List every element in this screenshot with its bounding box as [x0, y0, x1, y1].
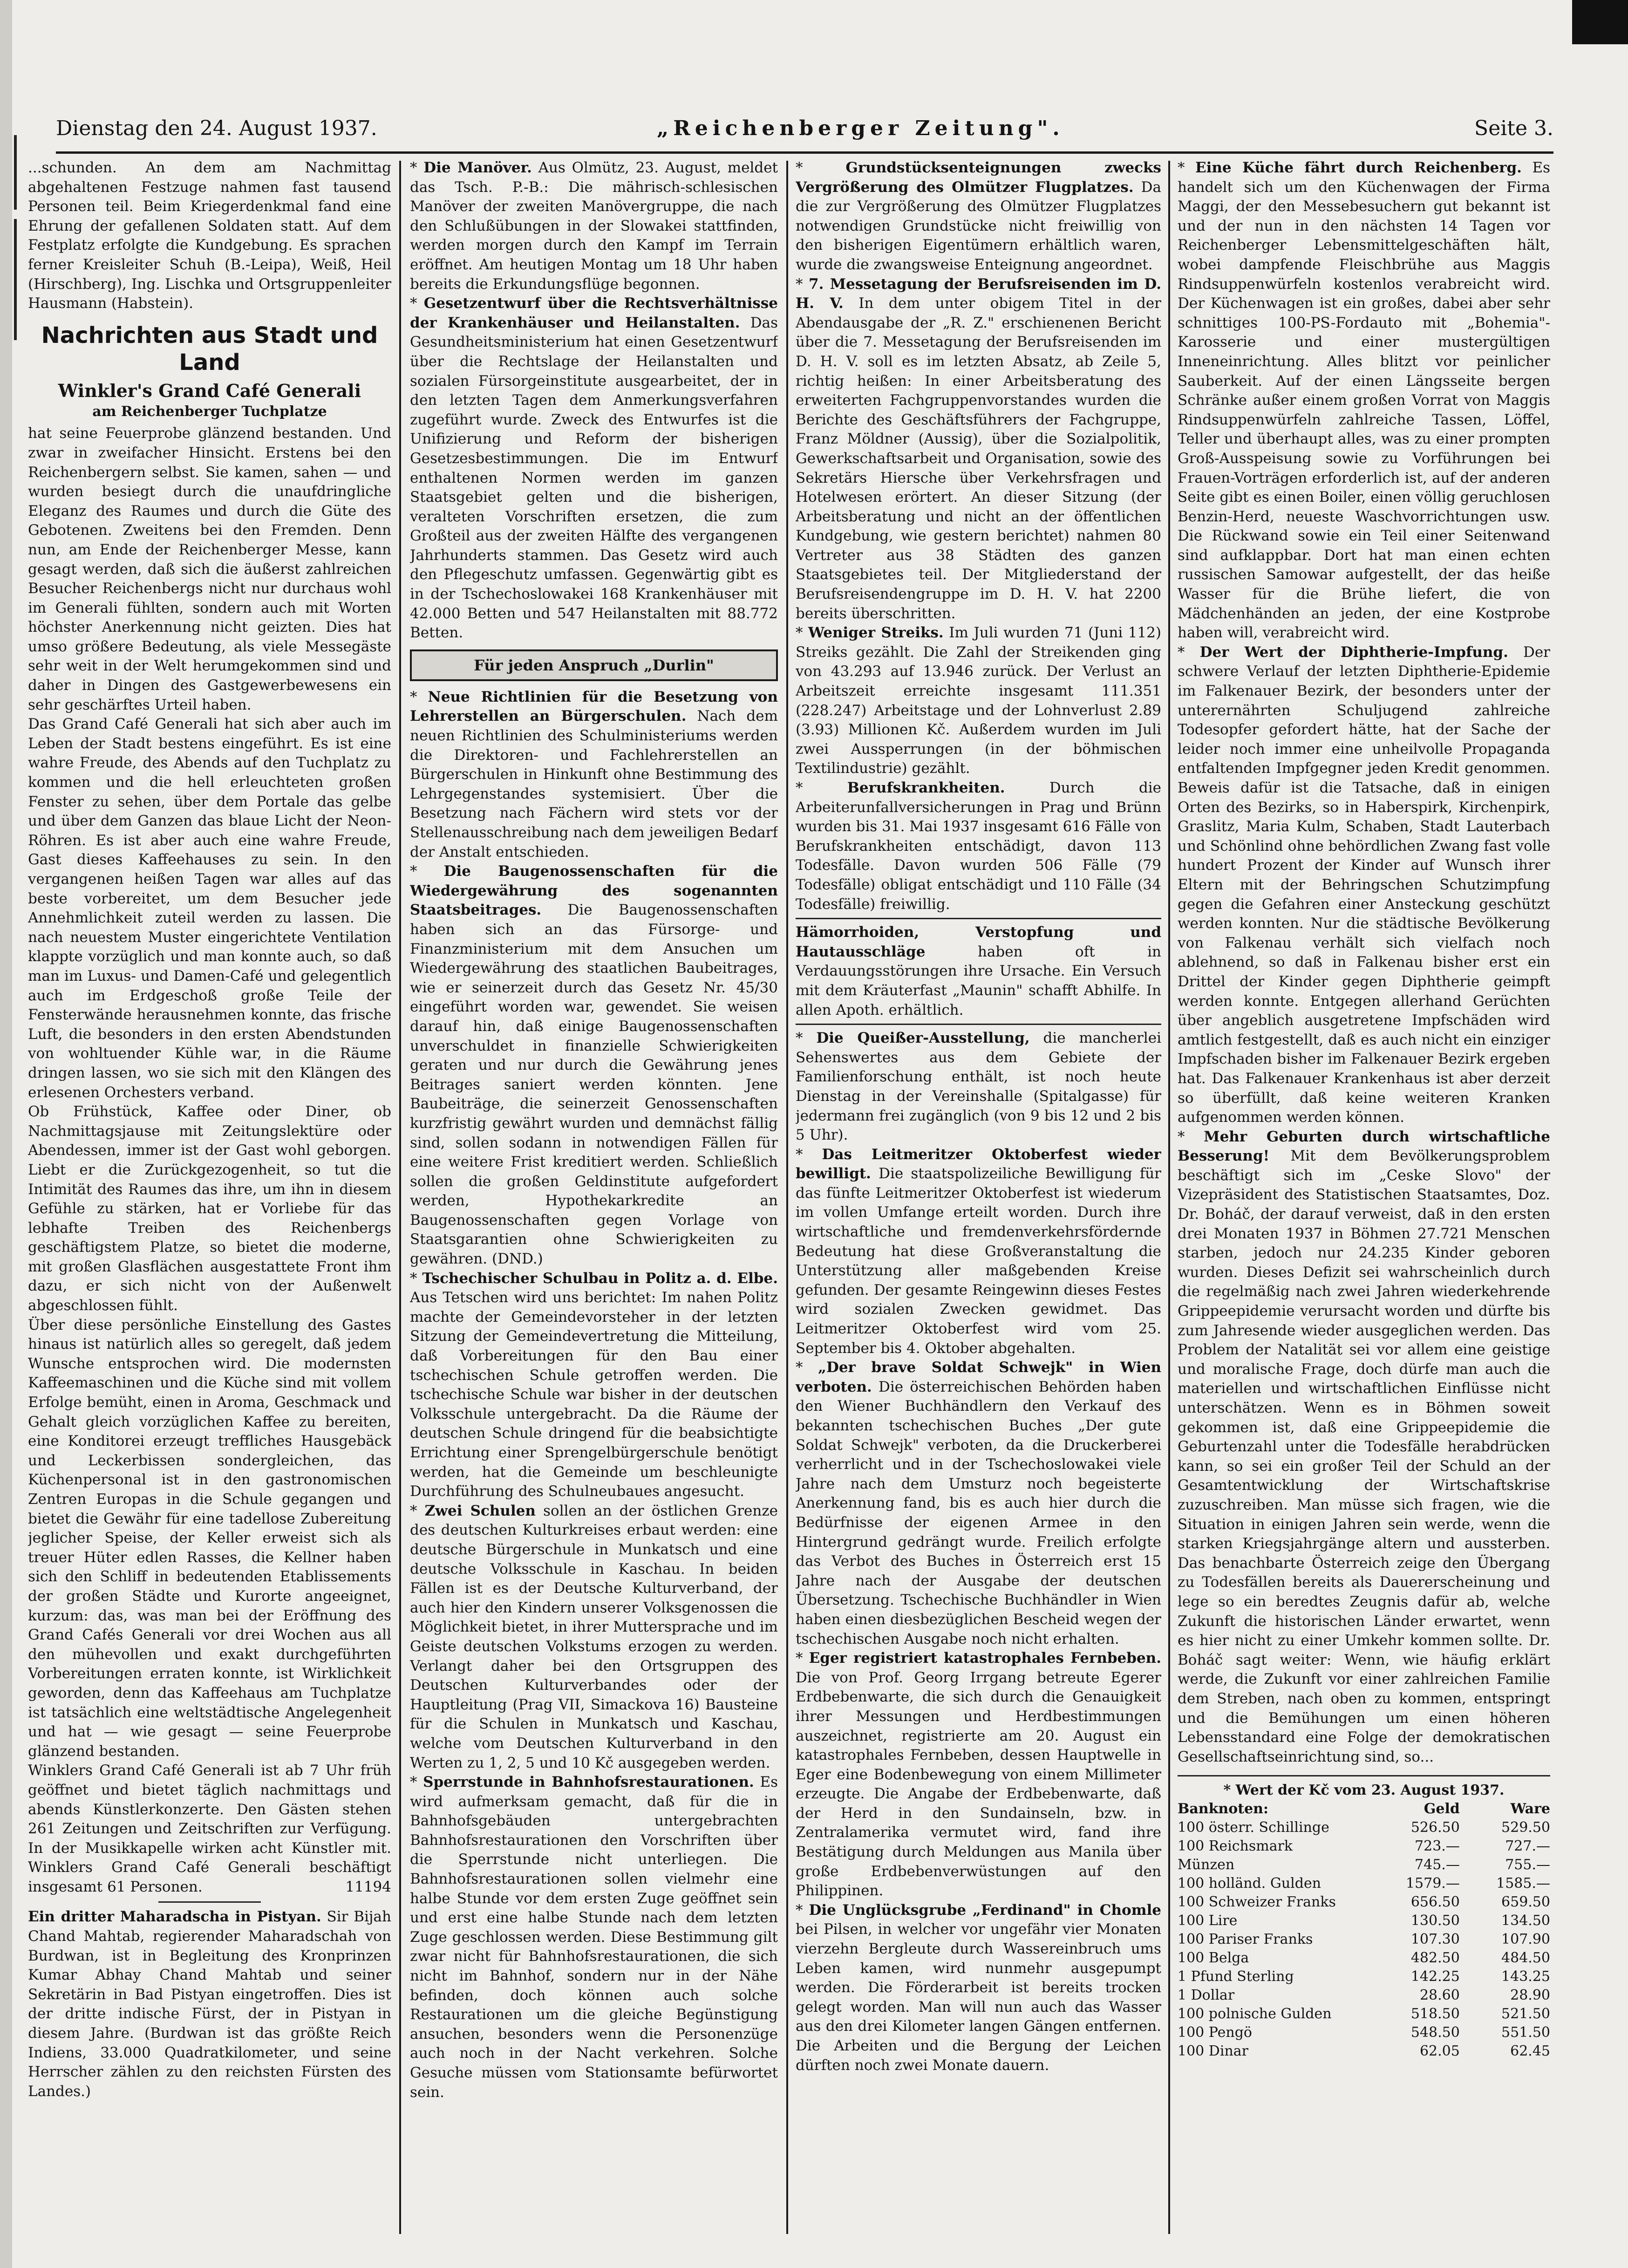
rate-ware: 134.50	[1501, 1913, 1550, 1929]
rate-currency: 100 Pengö	[1178, 2024, 1252, 2041]
article-text: ...schunden. An dem am Nachmittag abgehaltenen Festzuge nahmen fast tausend Personen teil. Beim Kriegerdenkmal fand eine Ehrung der gefallenen Soldaten statt. Auf dem Festplatz erfolgte die Kundgebung. Es sprachen ferner Kreisleiter Schuh (B.-Leipa), Weiß, Heil (Hirschberg), Ing. Lischka und Ortsgruppenleiter Hausmann (Habstein).	[28, 159, 391, 312]
article-heading: Der Wert der Diphtherie-Impfung.	[1199, 643, 1508, 661]
rate-geld: 107.30	[1410, 1931, 1460, 1948]
article-text: Das Gesundheitsministerium hat einen Gesetzentwurf über die Rechtslage der Heilanstalten und sozialen Fürsorgeinstitute ausgearbeitet, der in den letzten Tagen dem Anmerkungsverfahren zugeführt wurde. Zweck des Entwurfes ist die Unifizierung und Reform der bisherigen Gesetzesbestimmungen. Die im Entwurf enthaltenen Normen werden im ganzen Staatsgebiet gelten und die bisherigen, veralteten Vorschriften ersetzen, die zum Großteil aus der zweiten Hälfte des vergangenen Jahrhunderts stammen. Das Gesetz wird auch den Pflegeschutz umfassen. Gegenwärtig gibt es in der Tschechoslowakei 168 Krankenhäuser mit 42.000 Betten und 547 Heilanstalten mit 88.772 Betten.	[410, 314, 778, 642]
article-text: Aus Tetschen wird uns berichtet: Im nahen Politz machte der Gemeindevorsteher in der letzten Sitzung der Gemeindevertretung die Mitteilung, daß Vorbereitungen für den Bau einer tschechischen Schule getroffen werden. Die tschechische Schule war bisher in der deutschen Volksschule untergebracht. Da die Räume der deutschen Schule dringend für die beabsichtigte Errichtung einer Sprengelbürgerschule benötigt werden, hat die Gemeinde um beschleunigte Durchführung des Schulneubaues angesucht.	[410, 1289, 778, 1500]
article-heading: Die Manöver.	[423, 159, 532, 176]
rate-geld: 745.—	[1415, 1857, 1460, 1873]
article-text: Mit dem Bevölkerungsproblem beschäftigt sich im „Ceske Slovo" der Vizepräsident des Statistischen Staatsamtes, Doz. Dr. Boháč, der darauf verweist, daß in den ersten drei Monaten 1937 in Böhmen 27.721 Menschen starben, jedoch nur 24.235 Kinder geboren wurden. Dieses Defizit sei wahrscheinlich durch die regelmäßig nach zwei Jahren wiederkehrende Grippeepidemie verursacht worden und dürfte bis zum Jahresende wieder ausgeglichen werden. Das Problem der Natalität sei vor allem eine geistige und moralische Frage, doch dürfe man auch die materiellen und wirtschaftlichen Einflüsse nicht unterschätzen. Wenn es in Böhmen soweit gekommen ist, daß eine Grippeepidemie die Geburtenzahl unter die Todesfälle herabdrücken kann, so sei ein großer Teil der Schuld an der Gesamtentwicklung der Wirtschaftskrise zuzuschreiben. Man müsse sich fragen, wie die Situation in einigen Jahren sein werde, wenn die starken Kriegsjahrgänge altern und aussterben. Das benachbarte Österreich zeige den Übergang zu Todesfällen bereits als Dauererscheinung und lege so ein beredtes Zeugnis dafür ab, welche Zukunft die historischen Länder erwartet, wenn es hier nicht zu einer Umkehr kommen sollte. Dr. Boháč sagt weiter: Wenn, wie häufig erklärt werde, die Zukunft vor einer zahlreichen Familie dem Streben, nach oben zu kommen, entspringt und die Bemühungen um einen höheren Lebensstandard eine Folge der demokratischen Gesellschaftseinrichtung sind, so...	[1178, 1148, 1550, 1765]
article-text: die mancherlei Sehenswertes aus dem Gebiete der Familienforschung enthält, ist noch heute Dienstag in der Vereinshalle (Spitalgasse) für jedermann frei zugänglich (von 9 bis 12 und 2 bis 5 Uhr).	[796, 1030, 1161, 1144]
scan-corner	[1572, 0, 1628, 44]
ad-number: 11194	[345, 1878, 391, 1895]
ad-heading: Hämorrhoiden, Verstopfung und Hautausschläge	[796, 924, 1161, 960]
header-ware: Ware	[1510, 1801, 1550, 1817]
article-heading: Tschechischer Schulbau in Politz a. d. Elbe.	[422, 1270, 778, 1287]
article: * 7. Messetagung der Berufsreisenden im D. H. V. In dem unter obigem Titel in der Abendausgabe der „R. Z." erschienenen Bericht über die 7. Messetagung der Berufsreisenden im D. H. V. soll es im letzten Absatz, ab Zeile 5, richtig heißen: In einer Arbeitsberatung des erweiterten Fachgruppenvorstandes wurden die Berichte des Geschäftsführers der Fachgruppe, Franz Möldner (Aussig), über die Sozialpolitik, Gewerkschaftsarbeit und Organisation, sowie des Sekretärs Hiersche über Verkehrsfragen und Hotelwesen erörtert. An dieser Sitzung (der Arbeitsberatung und nicht an der öffentlichen Kundgebung, wie gestern berichtet) nahmen 80 Vertreter aus 38 Städten des ganzen Staatsgebietes teil. Der Mitgliederstand der Berufsreisendengruppe im D. H. V. hat 2200 bereits überschritten.	[796, 275, 1161, 622]
article: * Das Leitmeritzer Oktoberfest wieder bewilligt. Die staatspolizeiliche Bewilligung für das fünfte Leitmeritzer Oktoberfest ist wiederum im vollen Umfange erteilt worden. Durch ihre wirtschaftliche und fremdenverkehrsfördernde Bedeutung hat diese Großveranstaltung die Unterstützung aller maßgebenden Kreise gefunden. Der gesamte Reingewinn dieses Festes wird sozialen Zwecken gewidmet. Das Leitmeritzer Oktoberfest wird vom 25. September bis 4. Oktober abgehalten.	[796, 1146, 1161, 1357]
exchange-rate-title-text: Wert der Kč vom 23. August 1937.	[1235, 1782, 1505, 1799]
article-text: Die von Prof. Georg Irrgang betreute Egerer Erdbebenwarte, die sich durch die Genauigkeit ihrer Messungen und Herdbestimmungen auszeichnet, registrierte am 20. August ein katastrophales Fernbeben, dessen Hauptwelle in Eger eine Bodenbewegung von einem Millimeter erzeugte. Die Angabe der Erdbebenwarte, daß der Herd in den Sundainseln, bzw. in Zentralamerika vermutet wird, fand ihre Bestätigung durch Meldungen aus Manila über große Erdbebenverwüstungen auf den Philippinen.	[796, 1669, 1161, 1899]
exchange-rate-row	[1178, 1949, 1550, 1967]
article-heading: Gesetzentwurf über die Rechtsverhältnisse der Krankenhäuser und Heilanstalten.	[410, 295, 778, 331]
article-text: Da die zur Vergrößerung des Olmützer Flugplatzes notwendigen Grundstücke nicht freiwillig von den bisherigen Eigentümern erhältlich waren, wurde die zwangsweise Enteignung angeordnet.	[796, 178, 1161, 273]
article-text: bei Pilsen, in welcher vor ungefähr vier Monaten vierzehn Bergleute durch Wassereinbruch ums Leben kamen, wird nunmehr ausgepumpt werden. Die Förderarbeit ist bereits trocken gelegt worden. Man will nun auch das Wasser aus den drei Kilometer langen Gängen entfernen. Die Arbeiten und die Bergung der Leichen dürften noch zwei Monate dauern.	[796, 1921, 1161, 2074]
article-text: Aus Olmütz, 23. August, meldet das Tsch. P.-B.: Die mährisch-schlesischen Manöver der zweiten Manövergruppe, die nach den Schlußübungen in der Slowakei stattfinden, werden morgen durch den Kampf im Terrain eröffnet. Am heutigen Montag um 18 Uhr haben bereits die Erkundungsflüge begonnen.	[410, 159, 778, 293]
exchange-rate-row	[1178, 1856, 1550, 1874]
ad-text: haben oft in Verdauungsstörungen ihre Ursache. Ein Versuch mit dem Kräuterfast „Maunin" schafft Abhilfe. In allen Apoth. erhältlich.	[796, 943, 1161, 1018]
article-heading: 7. Messetagung der Berufsreisenden im D. H. V.	[796, 275, 1161, 312]
ad-subtitle: am Reichenberger Tuchplatze	[92, 403, 327, 420]
rate-geld: 62.05	[1419, 2043, 1460, 2060]
column-2	[410, 158, 778, 2246]
article-heading: Die Unglücksgrube „Ferdinand" in Chomle	[809, 1901, 1161, 1919]
rate-ware: 62.45	[1510, 2043, 1550, 2060]
article: * Neue Richtlinien für die Besetzung von Lehrerstellen an Bürgerschulen. Nach dem neuen Richtlinien des Schulministeriums werden die Direktoren- und Fachlehrerstellen an Bürgerschulen in Hinkunft ohne Bestimmung des Lehrgegenstandes systemisiert. Über die Besetzung nach Fächern wird stets vor der Stellenausschreibung nach dem jeweiligen Bedarf der Anstalt entschieden.	[410, 688, 778, 861]
article: * Sperrstunde in Bahnhofsrestaurationen. Es wird aufmerksam gemacht, daß für die in Bahnhofsgebäuden untergebrachten Bahnhofsrestaurationen den Vorschriften über die Sperrstunde nicht unterliegen. Die Bahnhofsrestaurationen sollen vielmehr eine halbe Stunde vor dem ersten Zuge geöffnet sein und erst eine halbe Stunde nach dem letzten Zuge geschlossen werden. Diese Bestimmung gilt zwar nicht für Bahnhofsrestaurationen, die sich nicht im Bahnhof, sondern nur in der Nähe befinden, doch können auch solche Restaurationen um die gleiche Begünstigung ansuchen, besonders wenn die Personenzüge auch noch in der Nacht verkehren. Solche Gesuche müssen vom Stationsamte befürwortet sein.	[410, 1774, 778, 2101]
article-heading: Ein dritter Maharadscha in Pistyan.	[28, 1908, 321, 1926]
article-text-body: Winklers Grand Café Generali ist ab 7 Uhr früh geöffnet und bietet täglich nachmittags und abends Künstlerkonzerte. Den Gästen stehen 261 Zeitungen und Zeitschriften zur Verfügung. In der Musikkapelle wirken acht Künstler mit. Winklers Grand Café Generali beschäftigt insgesamt 61 Personen.	[28, 1762, 391, 1895]
article: * Grundstücksenteignungen zwecks Vergrößerung des Olmützer Flugplatzes. Da die zur Vergrößerung des Olmützer Flugplatzes notwendigen Grundstücke nicht freiwillig von den bisherigen Eigentümern erhältlich waren, wurde die zwangsweise Enteignung angeordnet.	[796, 159, 1161, 273]
rate-ware: 484.50	[1501, 1950, 1550, 1967]
rate-ware: 1585.—	[1496, 1875, 1550, 1892]
exchange-rate-row	[1178, 1818, 1550, 1837]
rate-currency: 100 polnische Gulden	[1178, 2006, 1332, 2022]
header-geld: Geld	[1424, 1801, 1460, 1817]
exchange-rate-row	[1178, 1986, 1550, 2005]
article-text: Es wird aufmerksam gemacht, daß für die in Bahnhofsgebäuden untergebrachten Bahnhofsrestaurationen den Vorschriften über die Sperrstunde nicht unterliegen. Die Bahnhofsrestaurationen sollen vielmehr eine halbe Stunde vor dem ersten Zuge geöffnet sein und erst eine halbe Stunde nach dem letzten Zuge geschlossen werden. Diese Bestimmung gilt zwar nicht für Bahnhofsrestaurationen, die sich nicht im Bahnhof, sondern nur in der Nähe befinden, doch können auch solche Restaurationen um die gleiche Begünstigung ansuchen, besonders wenn die Personenzüge auch noch in der Nacht verkehren. Solche Gesuche müssen vom Stationsamte befürwortet sein.	[410, 1774, 778, 2101]
rate-ware: 143.25	[1501, 1968, 1550, 1985]
rate-currency: 100 Dinar	[1178, 2043, 1248, 2060]
column-1	[28, 158, 391, 2246]
article-heading: „Der brave Soldat Schwejk" in Wien verboten.	[796, 1359, 1161, 1395]
margin-mark	[14, 219, 17, 340]
article-text: Die österreichischen Behörden haben den Wiener Buchhändlern den Verkauf des bekannten tschechischen Buches „Der gute Soldat Schwejk" verboten, da die Druckerberei verherrlicht und in der Tschechoslowakei viele Jahre nach dem Umsturz noch begeisterte Anerkennung fand, bis es auch hier durch die Bedürfnisse der eigenen Armee in den Hintergrund gedrängt wurde. Freilich erfolgte das Verbot des Buches in Österreich erst 15 Jahre nach der Ausgabe der deutschen Übersetzung. Tschechische Buchhändler in Wien haben einen diesbezüglichen Bescheid wegen der tschechischen Ausgabe noch nicht erhalten.	[796, 1378, 1161, 1647]
header-banknoten: Banknoten:	[1178, 1801, 1269, 1817]
divider	[796, 1024, 1161, 1025]
rate-ware: 529.50	[1501, 1819, 1550, 1836]
column-4	[1178, 158, 1550, 2246]
article-text: Ob Frühstück, Kaffee oder Diner, ob Nachmittagsjause mit Zeitungslektüre oder Abendessen, immer ist der Gast wohl geborgen. Liebt er die Zurückgezogenheit, so tut die Intimität des Raumes das ihre, um ihn in diesem Gefühle zu stärken, hat er Vorliebe für das lebhafte Treiben des Reichenbergs geschäftigstem Platze, so bietet die moderne, mit großen Glasflächen ausgestattete Front ihm dazu, er sich nicht von der Außenwelt abgeschlossen fühlt.	[28, 1103, 391, 1314]
article-heading: Eger registriert katastrophales Fernbeben.	[809, 1650, 1161, 1667]
exchange-rate-row	[1178, 2005, 1550, 2023]
article: * Tschechischer Schulbau in Politz a. d. Elbe. Aus Tetschen wird uns berichtet: Im nahen Politz machte der Gemeindevorsteher in der letzten Sitzung der Gemeindevertretung die Mitteilung, daß Vorbereitungen für den Bau einer tschechischen Schule getroffen werden. Die tschechische Schule war bisher in der deutschen Volksschule untergebracht. Da die Räume der deutschen Schule dringend für die beabsichtigte Errichtung einer Sprengelbürgerschule benötigt werden, hat die Gemeinde um beschleunigte Durchführung des Schulneubaues angesucht.	[410, 1270, 778, 1500]
exchange-rate-row	[1178, 1837, 1550, 1856]
article-text: Nach dem neuen Richtlinien des Schulministeriums werden die Direktoren- und Fachlehrerstellen an Bürgerschulen in Hinkunft ohne Bestimmung des Lehrgegenstandes systemisiert. Über die Besetzung nach Fächern wird stets vor der Stellenausschreibung nach dem jeweiligen Bedarf der Anstalt entschieden.	[410, 708, 778, 861]
article-text	[28, 1761, 391, 1897]
exchange-rate-title: * Wert der Kč vom 23. August 1937.	[1223, 1782, 1505, 1799]
newspaper-title: „Reichenberger Zeitung".	[657, 116, 1064, 140]
rate-geld: 1579.—	[1405, 1875, 1460, 1892]
rate-currency: 100 Belga	[1178, 1950, 1249, 1967]
divider	[1178, 1775, 1550, 1776]
rate-ware: 755.—	[1505, 1857, 1550, 1873]
rate-ware: 727.—	[1505, 1838, 1550, 1855]
exchange-rate-table	[1178, 1781, 1550, 2061]
rate-geld: 28.60	[1419, 1987, 1460, 2004]
article: * Eger registriert katastrophales Fernbeben. Die von Prof. Georg Irrgang betreute Egerer Erdbebenwarte, die sich durch die Genauigkeit ihrer Messungen und Herdbestimmungen auszeichnet, registrierte am 20. August ein katastrophales Fernbeben, dessen Hauptwelle in Eger eine Bodenbewegung von einem Millimeter erzeugte. Die Angabe der Erdbebenwarte, daß der Herd in den Sundainseln, bzw. in Zentralamerika vermutet wird, fand ihre Bestätigung durch Meldungen aus Manila über große Erdbebenverwüstungen auf den Philippinen.	[796, 1650, 1161, 1899]
page-edge-shadow	[0, 0, 12, 2268]
rate-currency: 100 Pariser Franks	[1178, 1931, 1313, 1948]
page-number: Seite 3.	[1474, 116, 1553, 140]
article-text: In dem unter obigem Titel in der Abendausgabe der „R. Z." erschienenen Bericht über die 7. Messetagung der Berufsreisenden im D. H. V. soll es im letzten Absatz, ab Zeile 5, richtig heißen: In einer Arbeitsberatung des erweiterten Fachgruppenvorstandes wurden die Berichte des Geschäftsführers der Fachgruppe, Franz Möldner (Aussig), über die Sozialpolitik, Gewerkschaftsarbeit und Organisation, sowie des Sekretärs Hiersche über Verkehrsfragen und Hotelwesen erörtert. An dieser Sitzung (der Arbeitsberatung und nicht an der öffentlichen Kundgebung, wie gestern berichtet) nahmen 80 Vertreter aus 38 Städten des ganzen Staatsgebietes teil. Der Mitgliederstand der Berufsreisendengruppe im D. H. V. hat 2200 bereits überschritten.	[796, 295, 1161, 622]
exchange-rate-row	[1178, 1930, 1550, 1949]
article: * Die Queißer-Ausstellung, die mancherlei Sehenswertes aus dem Gebiete der Familienforschung enthält, ist noch heute Dienstag in der Vereinshalle (Spitalgasse) für jedermann frei zugänglich (von 9 bis 12 und 2 bis 5 Uhr).	[796, 1030, 1161, 1144]
rate-currency: 100 Reichsmark	[1178, 1838, 1293, 1855]
article: * Zwei Schulen sollen an der östlichen Grenze des deutschen Kulturkreises erbaut werden: eine deutsche Bürgerschule in Munkatsch und eine deutsche Volksschule in Kaschau. In beiden Fällen ist es der Deutsche Kulturverband, der auch hier den Kindern unserer Volksgenossen die Möglichkeit bietet, in ihrer Muttersprache und im Geiste deutschen Volkstums erzogen zu werden. Verlangt daher bei den Ortsgruppen des Deutschen Kulturverbandes oder der Hauptleitung (Prag VII, Simackova 16) Bausteine für die Schulen in Munkatsch und Kaschau, welche vom Deutschen Kulturverband in den Werten zu 1, 2, 5 und 10 Kč ausgegeben werden.	[410, 1502, 778, 1771]
rate-currency: 100 Schweizer Franks	[1178, 1894, 1336, 1911]
article-heading: Mehr Geburten durch wirtschaftliche Besserung!	[1178, 1128, 1550, 1165]
page-header	[56, 116, 1553, 149]
divider	[796, 918, 1161, 919]
article-heading: Eine Küche fährt durch Reichenberg.	[1195, 159, 1522, 176]
rate-geld: 142.25	[1410, 1968, 1460, 1985]
article: * „Der brave Soldat Schwejk" in Wien verboten. Die österreichischen Behörden haben den Wiener Buchhändlern den Verkauf des bekannten tschechischen Buches „Der gute Soldat Schwejk" verboten, da die Druckerberei verherrlicht und in der Tschechoslowakei viele Jahre nach dem Umsturz noch begeisterte Anerkennung fand, bis es auch hier durch die Bedürfnisse der eigenen Armee in den Hintergrund gedrängt wurde. Freilich erfolgte das Verbot des Buches in Österreich erst 15 Jahre nach der Ausgabe der deutschen Übersetzung. Tschechische Buchhändler in Wien haben einen diesbezüglichen Bescheid wegen der tschechischen Ausgabe noch nicht erhalten.	[796, 1359, 1161, 1647]
article-heading: Weniger Streiks.	[808, 624, 944, 642]
article-heading: Sperrstunde in Bahnhofsrestaurationen.	[423, 1774, 754, 1791]
exchange-rate-row	[1178, 1967, 1550, 1986]
ad-box: Für jeden Anspruch „Durlin"	[410, 649, 778, 681]
article-text: Das Grand Café Generali hat sich aber auch im Leben der Stadt bestens eingeführt. Es ist eine wahre Freude, des Abends auf den Tuchplatz zu kommen und die hell erleuchteten großen Fenster zu sehen, über dem Portale das gelbe und über dem Ganzen das blaue Licht der Neon-Röhren. Es ist aber auch eine wahre Freude, Gast dieses Kaffeehauses zu sein. In den vergangenen heißen Tagen war alles auf das beste vorbereitet, um dem Besucher jede Annehmlichkeit zuteil werden zu lassen. Die nach neuestem Muster eingerichtete Ventilation klappte vorzüglich und man konnte auch, so daß man im Luxus- und Damen-Café und gelegentlich auch im Erdgeschoß große Teile der Fensterwände herausnehmen konnte, das frische Luft, die besonders in den ersten Abendstunden von wohltuender Kühle war, in die Räume dringen lassen, wo sie sich mit den Klängen des erlesenen Orchesters verband.	[28, 716, 391, 1101]
article: * Eine Küche fährt durch Reichenberg. Es handelt sich um den Küchenwagen der Firma Maggi, der den Messebesuchern gut bekannt ist und der nun in den nächsten 14 Tagen vor Reichenberger Lebensmittelgeschäften hält, wobei dampfende Fleischbrühe aus Maggis Rindsuppenwürfeln kostenlos verabreicht wird. Der Küchenwagen ist ein großes, dabei aber sehr schnittiges 100-PS-Fordauto mit „Bohemia"-Karosserie und einer mustergültigen Inneneinrichtung. Alles blitzt vor peinlicher Sauberkeit. Auf der einen Längsseite bergen Schränke außer einem großen Vorrat von Maggis Rindsuppenwürfeln zahlreiche Tassen, Löffel, Teller und überhaupt alles, was zu einer prompten Groß-Ausspeisung sowie zu Vorführungen bei Frauen-Vorträgen erforderlich ist, auf der anderen Seite gibt es einen Boiler, einen völlig geruchlosen Benzin-Herd, neueste Waschvorrichtungen usw. Die Rückwand sowie ein Teil einer Seitenwand sind aufklappbar. Dort hat man einen echten russischen Samowar aufgestellt, der das heiße Wasser für die Brühe liefert, die von Mädchenhänden an jeden, der eine Kostprobe haben will, verabreicht wird.	[1178, 159, 1550, 642]
exchange-rate-row	[1178, 2023, 1550, 2042]
article-heading: Das Leitmeritzer Oktoberfest wieder bewilligt.	[796, 1146, 1161, 1182]
rate-geld: 526.50	[1410, 1819, 1460, 1836]
ad-title: Winkler's Grand Café Generali	[58, 380, 361, 401]
rate-currency: 1 Pfund Sterling	[1178, 1968, 1294, 1985]
section-heading: Nachrichten aus Stadt und Land	[41, 322, 378, 376]
exchange-rate-rows	[1178, 1818, 1550, 2061]
article: * Gesetzentwurf über die Rechtsverhältnisse der Krankenhäuser und Heilanstalten. Das Gesundheitsministerium hat einen Gesetzentwurf über die Rechtslage der Heilanstalten und sozialen Fürsorgeinstitute ausgearbeitet, der in den letzten Tagen dem Anmerkungsverfahren zugeführt wurde. Zweck des Entwurfes ist die Unifizierung und Reform der bisherigen Gesetzesbestimmungen. Die im Entwurf enthaltenen Normen werden im ganzen Staatsgebiet gelten und die bisherigen, veralteten Vorschriften ersetzen, die zum Großteil aus der zweiten Hälfte des vergangenen Jahrhunderts stammen. Das Gesetz wird auch den Pflegeschutz umfassen. Gegenwärtig gibt es in der Tschechoslowakei 168 Krankenhäuser mit 42.000 Betten und 547 Heilanstalten mit 88.772 Betten.	[410, 295, 778, 642]
article-heading: Zwei Schulen	[424, 1502, 536, 1519]
article: * Die Manöver. Aus Olmütz, 23. August, meldet das Tsch. P.-B.: Die mährisch-schlesischen Manöver der zweiten Manövergruppe, die nach den Schlußübungen in der Slowakei stattfinden, werden morgen durch den Kampf im Terrain eröffnet. Am heutigen Montag um 18 Uhr haben bereits die Erkundungsflüge begonnen.	[410, 159, 778, 293]
exchange-rate-row	[1178, 1912, 1550, 1930]
margin-mark	[14, 135, 17, 210]
article-heading: Die Queißer-Ausstellung,	[816, 1030, 1030, 1047]
article-text: Über diese persönliche Einstellung des Gastes hinaus ist natürlich alles so geregelt, daß jedem Wunsche entsprochen wird. Die modernsten Kaffeemaschinen und die Küche sind mit vollem Erfolge bemüht, einen in Aroma, Geschmack und Gehalt gleich vorzüglichen Kaffee zu bereiten, eine Konditorei erzeugt treffliches Hausgebäck und Leckerbissen sondergleichen, das Küchenpersonal ist in den gastronomischen Zentren Europas in die Schule gegangen und bietet die Gewähr für eine tadellose Zubereitung jeglicher Speise, der Keller erweist sich als treuer Hüter edlen Rasses, die Kellner haben sich den Schliff in bedeutenden Etablissements der großen Städte und Kurorte angeeignet, kurzum: das, was man bei der Eröffnung des Grand Cafés Generali vor drei Wochen aus all den mühevollen und exakt durchgeführten Vorbereitungen erraten konnte, ist Wirklichkeit geworden, denn das Kaffeehaus am Tuchplatze ist tatsächlich eine weltstädtische Angelegenheit und hat — wie gesagt — seine Feuerprobe glänzend bestanden.	[28, 1316, 391, 1760]
article-heading: Neue Richtlinien für die Besetzung von Lehrerstellen an Bürgerschulen.	[410, 688, 778, 725]
rate-ware: 551.50	[1501, 2024, 1550, 2041]
article-text: Die staatspolizeiliche Bewilligung für das fünfte Leitmeritzer Oktoberfest ist wiederum im vollen Umfange erteilt worden. Durch ihre wirtschaftliche und fremdenverkehrsfördernde Bedeutung hat diese Großveranstaltung die Unterstützung aller maßgebenden Kreise gefunden. Der gesamte Reingewinn dieses Festes wird sozialen Zwecken gewidmet. Das Leitmeritzer Oktoberfest wird vom 25. September bis 4. Oktober abgehalten.	[796, 1165, 1161, 1357]
article-text: Die Baugenossenschaften haben sich an das Fürsorge- und Finanzministerium mit dem Ansuchen um Wiedergewährung des staatlichen Baubeitrages, wie er seinerzeit durch das Gesetz Nr. 45/30 eingeführt worden war, gewendet. Sie weisen darauf hin, daß einige Baugenossenschaften unverschuldet in finanzielle Schwierigkeiten geraten und nur durch die Gewährung jenes Beitrages saniert werden könnten. Jene Baubeiträge, die seinerzeit Genossenschaften kurzfristig gewährt wurden und demnächst fällig sind, sollen sodann in notwendigen Fällen für eine weitere Frist kreditiert werden. Schließlich sollen die großen Geldinstitute aufgefordert werden, Hypothekarkredite an Baugenossenschaften gegen Vorlage von Staatsgarantien ohne Schwierigkeiten zu gewähren. (DND.)	[410, 902, 778, 1268]
article-heading: Grundstücksenteignungen zwecks Vergrößerung des Olmützer Flugplatzes.	[796, 159, 1161, 196]
exchange-rate-header	[1178, 1800, 1550, 1818]
rate-ware: 659.50	[1501, 1894, 1550, 1911]
rate-currency: 100 Lire	[1178, 1913, 1238, 1929]
rate-currency: 100 holländ. Gulden	[1178, 1875, 1321, 1892]
rate-geld: 656.50	[1410, 1894, 1460, 1911]
article-text: Durch die Arbeiterunfallversicherungen in Prag und Brünn wurden bis 31. Mai 1937 insgesamt 616 Fälle von Berufskrankheiten entschädigt, davon 113 Todesfälle. Davon wurden 506 Fälle (79 Todesfälle) obligat entschädigt und 110 Fälle (34 Todesfälle) freiwillig.	[796, 779, 1161, 913]
article-text: Es handelt sich um den Küchenwagen der Firma Maggi, der den Messebesuchern gut bekannt ist und der nun in den nächsten 14 Tagen vor Reichenberger Lebensmittelgeschäften hält, wobei dampfende Fleischbrühe aus Maggis Rindsuppenwürfeln kostenlos verabreicht wird. Der Küchenwagen ist ein großes, dabei aber sehr schnittiges 100-PS-Fordauto mit „Bohemia"-Karosserie und einer mustergültigen Inneneinrichtung. Alles blitzt vor peinlicher Sauberkeit. Auf der einen Längsseite bergen Schränke außer einem großen Vorrat von Maggis Rindsuppenwürfeln zahlreiche Tassen, Löffel, Teller und überhaupt alles, was zu einer prompten Groß-Ausspeisung sowie zu Vorführungen bei Frauen-Vorträgen erforderlich ist, auf der anderen Seite gibt es einen Boiler, einen völlig geruchlosen Benzin-Herd, neueste Waschvorrichtungen usw. Die Rückwand sowie ein Teil einer Seitenwand sind aufklappbar. Dort hat man einen echten russischen Samowar aufgestellt, der das heiße Wasser für die Brühe liefert, die von Mädchenhänden an jeden, der eine Kostprobe haben will, verabreicht wird.	[1178, 159, 1550, 642]
article: * Berufskrankheiten. Durch die Arbeiterunfallversicherungen in Prag und Brünn wurden bis 31. Mai 1937 insgesamt 616 Fälle von Berufskrankheiten entschädigt, davon 113 Todesfälle. Davon wurden 506 Fälle (79 Todesfälle) obligat entschädigt und 110 Fälle (34 Todesfälle) freiwillig.	[796, 779, 1161, 913]
exchange-rate-row	[1178, 1893, 1550, 1912]
exchange-rate-row	[1178, 2042, 1550, 2061]
rate-ware: 28.90	[1510, 1987, 1550, 2004]
rate-ware: 107.90	[1501, 1931, 1550, 1948]
rate-geld: 723.—	[1415, 1838, 1460, 1855]
article: * Weniger Streiks. Im Juli wurden 71 (Juni 112) Streiks gezählt. Die Zahl der Streikenden ging von 43.293 auf 13.946 zurück. Der Verlust an Arbeitszeit erreichte insgesamt 111.351 (228.247) Arbeitstage und der Lohnverlust 2.89 (3.93) Millionen Kč. Außerdem wurden im Juli zwei Aussperrungen (in der böhmischen Textilindustrie) gezählt.	[796, 624, 1161, 777]
article: * Die Unglücksgrube „Ferdinand" in Chomle bei Pilsen, in welcher vor ungefähr vier Monaten vierzehn Bergleute durch Wassereinbruch ums Leben kamen, wird nunmehr ausgepumpt werden. Die Förderarbeit ist bereits trocken gelegt worden. Man will nun auch das Wasser aus den drei Kilometer langen Gängen entfernen. Die Arbeiten und die Bergung der Leichen dürften noch zwei Monate dauern.	[796, 1901, 1161, 2074]
rate-currency: 1 Dollar	[1178, 1987, 1235, 2004]
rate-geld: 518.50	[1410, 2006, 1460, 2022]
article-text: hat seine Feuerprobe glänzend bestanden. Und zwar in zweifacher Hinsicht. Erstens bei den Reichenbergern selbst. Sie kamen, sahen — und wurden besiegt durch die unaufdringliche Eleganz des Raumes und durch die Güte des Gebotenen. Zweitens bei den Fremden. Denn nun, am Ende der Reichenberger Messe, kann gesagt werden, daß sich die äußerst zahlreichen Besucher Reichenbergs nicht nur durchaus wohl im Generali fühlten, sondern auch mit Worten höchster Anerkennung nicht geizten. Dies hat umso größere Bedeutung, als viele Messegäste sehr weit in der Welt herumgekommen sind und daher in Dingen des Gastgewerbewesens ein sehr geschärftes Urteil haben.	[28, 425, 391, 713]
divider	[158, 1901, 261, 1903]
header-date: Dienstag den 24. August 1937.	[56, 116, 377, 140]
rate-currency: Münzen	[1178, 1857, 1235, 1873]
article-text: sollen an der östlichen Grenze des deutschen Kulturkreises erbaut werden: eine deutsche Bürgerschule in Munkatsch und eine deutsche Volksschule in Kaschau. In beiden Fällen ist es der Deutsche Kulturverband, der auch hier den Kindern unserer Volksgenossen die Möglichkeit bietet, in ihrer Muttersprache und im Geiste deutschen Volkstums erzogen zu werden. Verlangt daher bei den Ortsgruppen des Deutschen Kulturverbandes oder der Hauptleitung (Prag VII, Simackova 16) Bausteine für die Schulen in Munkatsch und Kaschau, welche vom Deutschen Kulturverband in den Werten zu 1, 2, 5 und 10 Kč ausgegeben werden.	[410, 1502, 778, 1771]
advertisement	[796, 923, 1161, 1020]
article-text: Der schwere Verlauf der letzten Diphtherie-Epidemie im Falkenauer Bezirk, der besonders unter der unterernährten Schuljugend zahlreiche Todesopfer gefordert hätte, hat der Sache der leider noch immer eine unheilvolle Propaganda entfaltenden Impfgegner jeden Kredit genommen. Beweis dafür ist die Tatsache, daß in einigen Orten des Bezirks, so in Haberspirk, Kirchenpirk, Graslitz, Maria Kulm, Schaben, Stadt Lauterbach und Schönlind ohne behördlichen Zwang fast volle hundert Prozent der Kinder auf Wunsch ihrer Eltern mit der Behringschen Schutzimpfung gegen die Gefahren einer Ansteckung geschützt werden konnten. Nur die städtische Bevölkerung von Falkenau verhält sich vielfach noch ablehnend, so daß in Falkenau bisher erst ein Drittel der Kinder gegen Diphtherie geimpft werden konnte. Entgegen allerhand Gerüchten über angeblich ausgetretene Impfschäden wird amtlich festgestellt, daß es auch nicht ein einziger Impfschaden bisher im Falkenauer Bezirk ergeben hat. Das Falkenauer Krankenhaus ist aber derzeit so überfüllt, daß keine weiteren Kranken aufgenommen werden können.	[1178, 643, 1550, 1126]
article-heading: Berufskrankheiten.	[847, 779, 1005, 796]
rate-geld: 130.50	[1410, 1913, 1460, 1929]
article: * Mehr Geburten durch wirtschaftliche Besserung! Mit dem Bevölkerungsproblem beschäftigt sich im „Ceske Slovo" der Vizepräsident des Statistischen Staatsamtes, Doz. Dr. Boháč, der darauf verweist, daß in den ersten drei Monaten 1937 in Böhmen 27.721 Menschen starben, jedoch nur 24.235 Kinder geboren wurden. Dieses Defizit sei wahrscheinlich durch die regelmäßig nach zwei Jahren wiederkehrende Grippeepidemie verursacht worden und dürfte bis zum Jahresende wieder ausgeglichen werden. Das Problem der Natalität sei vor allem eine geistige und moralische Frage, doch dürfe man auch die materiellen und wirtschaftlichen Einflüsse nicht unterschätzen. Wenn es in Böhmen soweit gekommen ist, daß eine Grippeepidemie die Geburtenzahl unter die Todesfälle herabdrücken kann, so sei ein großer Teil der Schuld an der Gesamtentwicklung der Wirtschaftskrise zuzuschreiben. Man müsse sich fragen, wie die Situation in einigen Jahren sein werde, wenn die starken Kriegsjahrgänge altern und aussterben. Das benachbarte Österreich zeige den Übergang zu Todesfällen bereits als Dauererscheinung und lege so ein beredtes Zeugnis dafür ab, welche Zukunft die historischen Länder erwartet, wenn es hier nicht zu einer Umkehr kommen sollte. Dr. Boháč sagt weiter: Wenn, wie häufig erklärt werde, die Zukunft vor einer zahlreichen Familie dem Streben, nach oben zu kommen, entspringt und die Bemühungen um einen höheren Lebensstandard eine Folge der demokratischen Gesellschaftseinrichtung sind, so...	[1178, 1128, 1550, 1765]
article-heading: Die Baugenossenschaften für die Wiedergewährung des sogenannten Staatsbeitrages.	[410, 863, 778, 919]
article-text: Im Juli wurden 71 (Juni 112) Streiks gezählt. Die Zahl der Streikenden ging von 43.293 auf 13.946 zurück. Der Verlust an Arbeitszeit erreichte insgesamt 111.351 (228.247) Arbeitstage und der Lohnverlust 2.89 (3.93) Millionen Kč. Außerdem wurden im Juli zwei Aussperrungen (in der böhmischen Textilindustrie) gezählt.	[796, 624, 1161, 777]
rate-ware: 521.50	[1501, 2006, 1550, 2022]
column-divider	[786, 161, 788, 2234]
header-rule	[56, 151, 1553, 154]
column-divider	[1168, 161, 1170, 2234]
article-text: Sir Bijah Chand Mahtab, regierender Maharadschah von Burdwan, ist in Begleitung des Kronprinzen Kumar Abhay Chand Mahtab und seiner Sekretärin in Bad Pistyan eingetroffen. Dies ist der dritte indische Fürst, der in Pistyan in diesem Jahre. (Burdwan ist das größte Reich Indiens, 33.000 Quadratkilometer, und seine Herrscher zählen zu den reichsten Fürsten des Landes.)	[28, 1908, 391, 2100]
exchange-rate-row	[1178, 1874, 1550, 1893]
column-divider	[399, 161, 401, 2234]
article: * Die Baugenossenschaften für die Wiedergewährung des sogenannten Staatsbeitrages. Die Baugenossenschaften haben sich an das Fürsorge- und Finanzministerium mit dem Ansuchen um Wiedergewährung des staatlichen Baubeitrages, wie er seinerzeit durch das Gesetz Nr. 45/30 eingeführt worden war, gewendet. Sie weisen darauf hin, daß einige Baugenossenschaften unverschuldet in finanzielle Schwierigkeiten geraten und nur durch die Gewährung jenes Beitrages saniert werden könnten. Jene Baubeiträge, die seinerzeit Genossenschaften kurzfristig gewährt wurden und demnächst fällig sind, sollen sodann in notwendigen Fällen für eine weitere Frist kreditiert werden. Schließlich sollen die großen Geldinstitute aufgefordert werden, Hypothekarkredite an Baugenossenschaften gegen Vorlage von Staatsgarantien ohne Schwierigkeiten zu gewähren. (DND.)	[410, 863, 778, 1268]
article	[28, 1907, 391, 2101]
rate-currency: 100 österr. Schillinge	[1178, 1819, 1329, 1836]
article: * Der Wert der Diphtherie-Impfung. Der schwere Verlauf der letzten Diphtherie-Epidemie im Falkenauer Bezirk, der besonders unter der unterernährten Schuljugend zahlreiche Todesopfer gefordert hätte, hat der Sache der leider noch immer eine unheilvolle Propaganda entfaltenden Impfgegner jeden Kredit genommen. Beweis dafür ist die Tatsache, daß in einigen Orten des Bezirks, so in Haberspirk, Kirchenpirk, Graslitz, Maria Kulm, Schaben, Stadt Lauterbach und Schönlind ohne behördlichen Zwang fast volle hundert Prozent der Kinder auf Wunsch ihrer Eltern mit der Behringschen Schutzimpfung gegen die Gefahren einer Ansteckung geschützt werden konnten. Nur die städtische Bevölkerung von Falkenau verhält sich vielfach noch ablehnend, so daß in Falkenau bisher erst ein Drittel der Kinder gegen Diphtherie geimpft werden konnte. Entgegen allerhand Gerüchten über angeblich ausgetretene Impfschäden wird amtlich festgestellt, daß es auch nicht ein einziger Impfschaden bisher im Falkenauer Bezirk ergeben hat. Das Falkenauer Krankenhaus ist aber derzeit so überfüllt, daß keine weiteren Kranken aufgenommen werden können.	[1178, 643, 1550, 1126]
column-3	[796, 158, 1161, 2246]
rate-geld: 548.50	[1410, 2024, 1460, 2041]
rate-geld: 482.50	[1410, 1950, 1460, 1967]
